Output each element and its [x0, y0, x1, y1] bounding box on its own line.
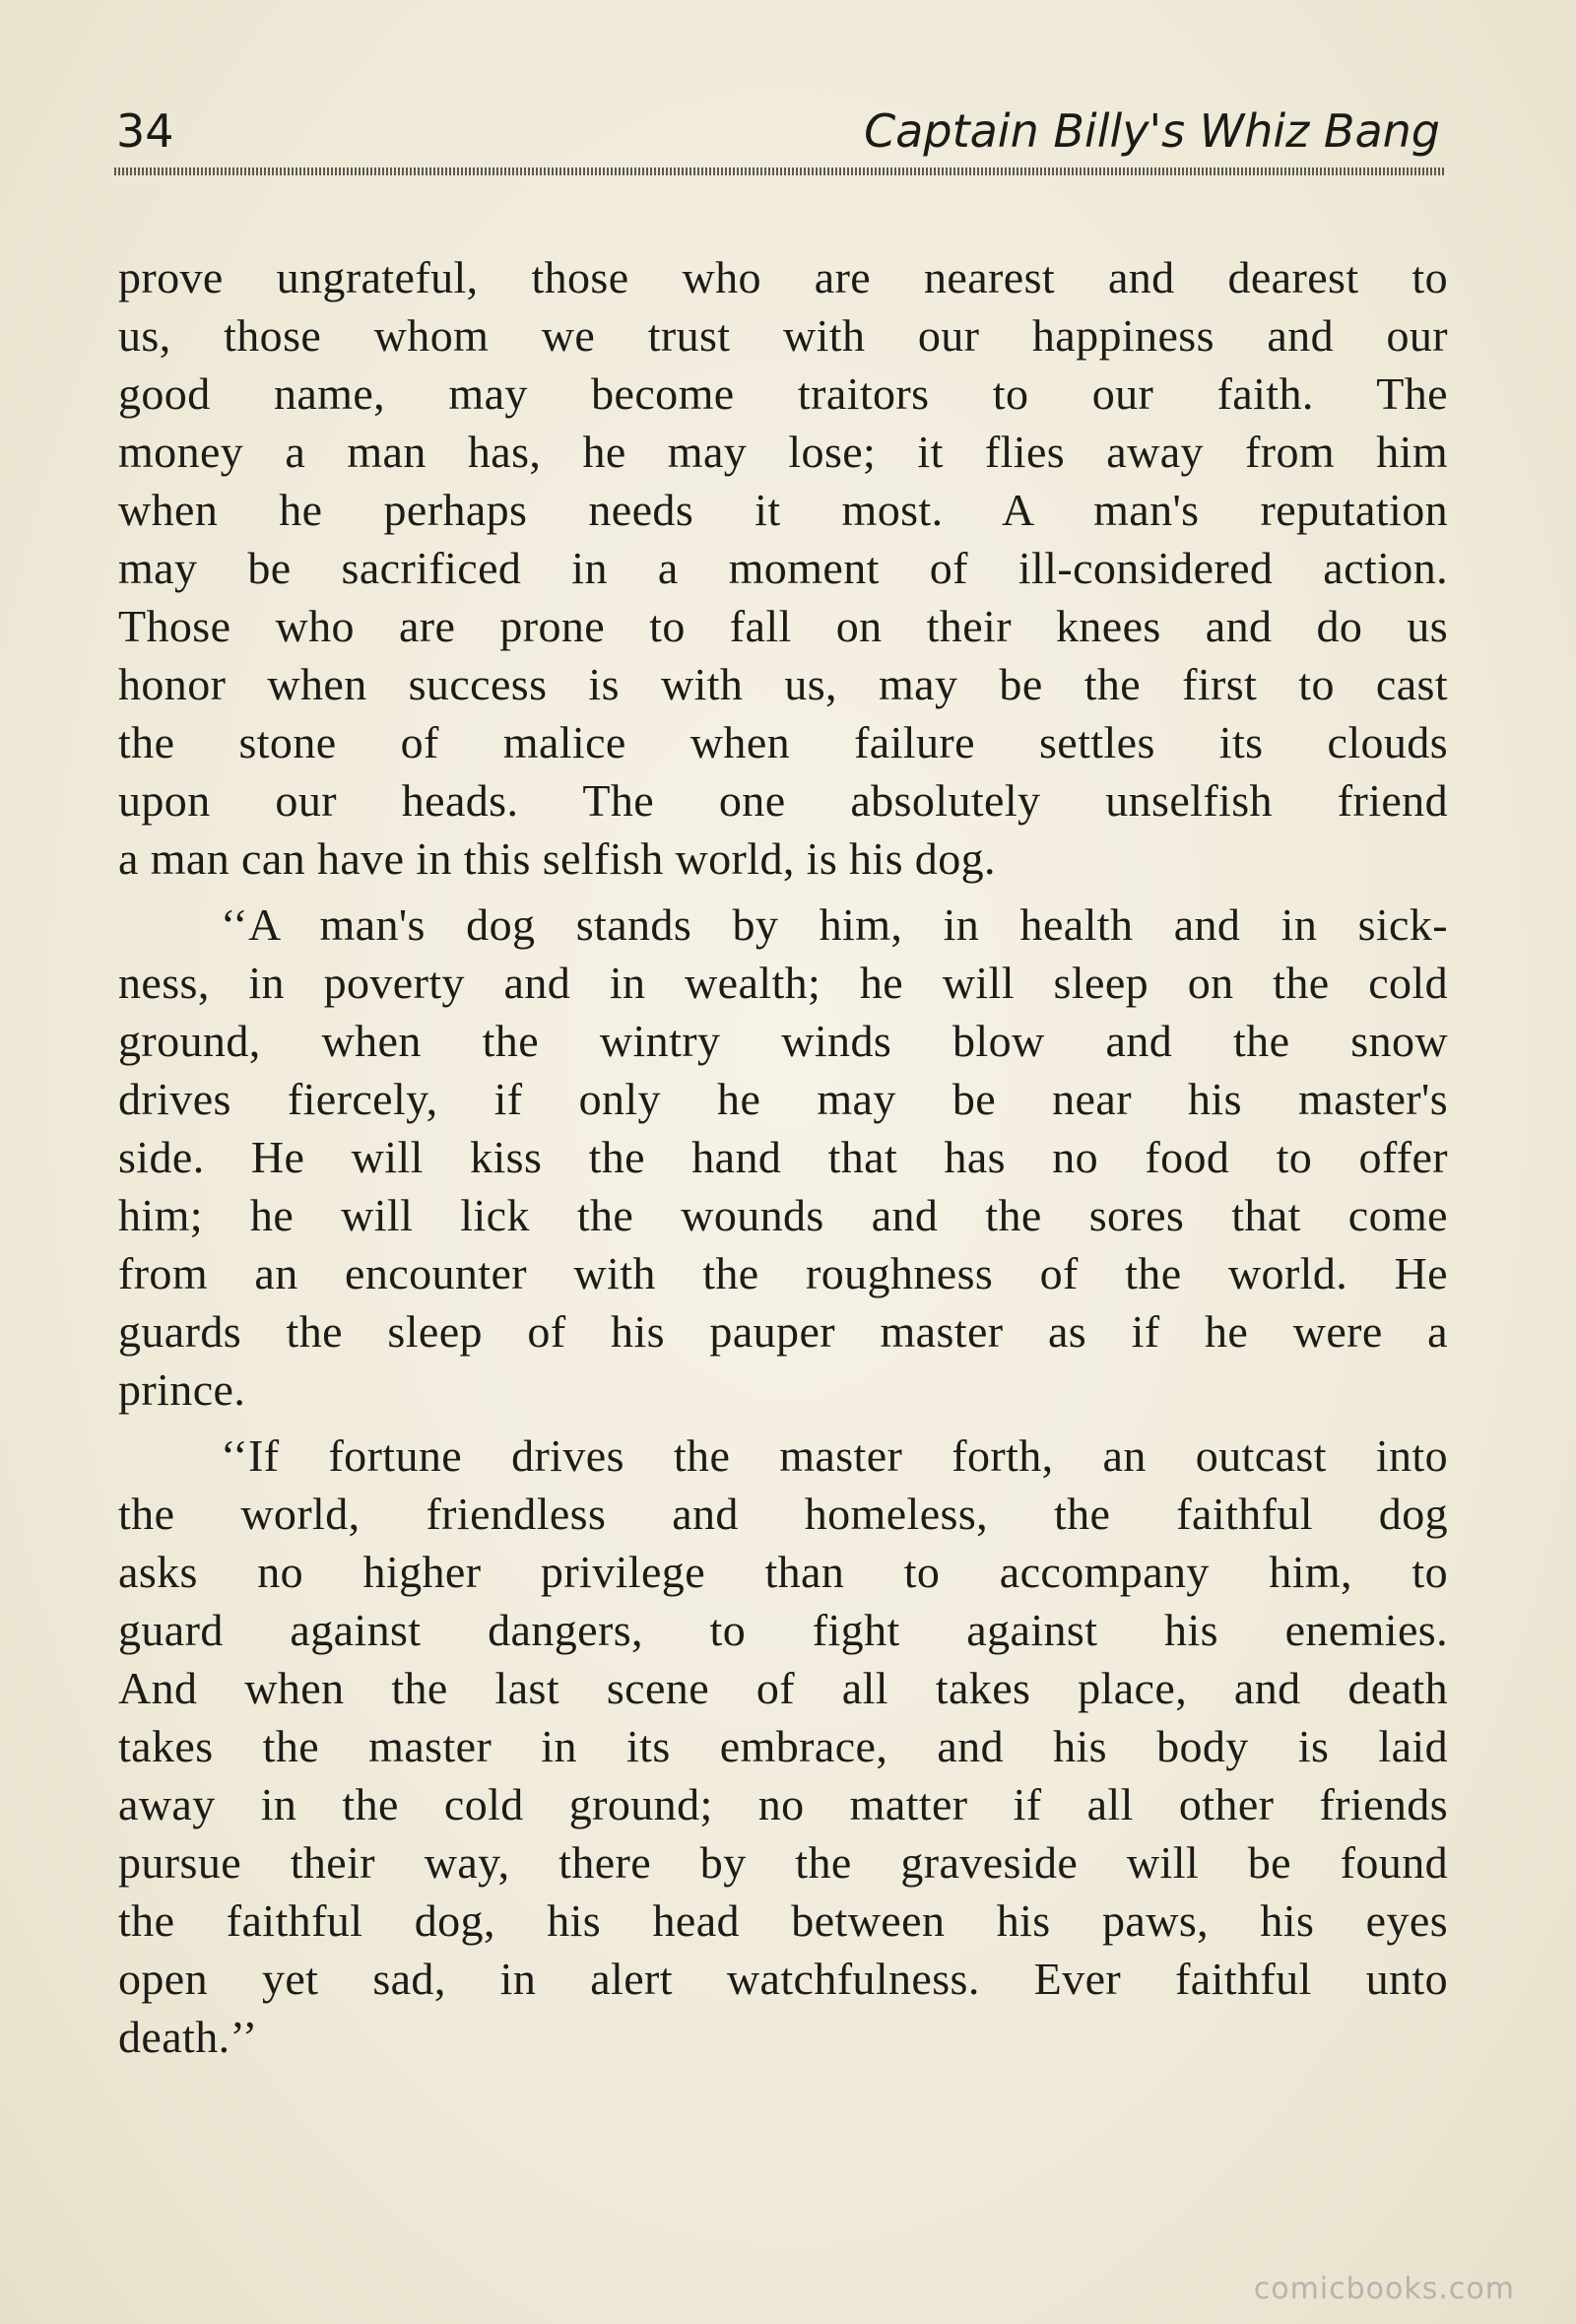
text-line: Those who are prone to fall on their knees and do us — [118, 601, 1448, 651]
page-header — [116, 99, 1446, 158]
text-line: And when the last scene of all takes place, and death — [118, 1663, 1448, 1713]
text-line: honor when success is with us, may be the first to cast — [118, 659, 1448, 709]
paragraph-1 — [118, 248, 1448, 888]
text-line: away in the cold ground; no matter if all other friends — [118, 1779, 1448, 1829]
paragraph-2 — [118, 896, 1448, 1419]
body-text — [118, 248, 1448, 2074]
page-number: 34 — [116, 104, 174, 158]
text-line: asks no higher privilege than to accompany him, to — [118, 1547, 1448, 1597]
text-line: the faithful dog, his head between his paws, his eyes — [118, 1895, 1448, 1946]
text-line: prince. — [118, 1364, 246, 1415]
text-line: drives fiercely, if only he may be near his master's — [118, 1074, 1448, 1124]
text-line: guard against dangers, to fight against his enemies. — [118, 1605, 1448, 1655]
text-line: prove ungrateful, those who are nearest and dearest to — [118, 252, 1448, 302]
text-line: takes the master in its embrace, and his body is laid — [118, 1721, 1448, 1771]
text-line: side. He will kiss the hand that has no food to offer — [118, 1132, 1448, 1182]
paragraph-3 — [118, 1427, 1448, 2066]
text-line: the stone of malice when failure settles its clouds — [118, 717, 1448, 767]
text-line: us, those whom we trust with our happiness and our — [118, 310, 1448, 361]
text-line: when he perhaps needs it most. A man's reputation — [118, 485, 1448, 535]
text-line: ‘‘A man's dog stands by him, in health and in sick- — [221, 899, 1448, 950]
text-line: pursue their way, there by the graveside will be found — [118, 1837, 1448, 1888]
text-line: upon our heads. The one absolutely unselfish friend — [118, 775, 1448, 826]
watermark: comicbooks.com — [1253, 2272, 1515, 2306]
text-line: from an encounter with the roughness of the world. He — [118, 1248, 1448, 1298]
text-line: ground, when the wintry winds blow and the snow — [118, 1016, 1448, 1066]
text-line: death.’’ — [118, 2012, 258, 2062]
text-line: him; he will lick the wounds and the sores that come — [118, 1190, 1448, 1240]
text-line: a man can have in this selfish world, is his dog. — [118, 833, 996, 884]
text-line: good name, may become traitors to our faith. The — [118, 368, 1448, 419]
text-line: may be sacrificed in a moment of ill-considered action. — [118, 543, 1448, 593]
text-line: guards the sleep of his pauper master as if he were a — [118, 1306, 1448, 1357]
text-line: the world, friendless and homeless, the faithful dog — [118, 1489, 1448, 1539]
running-title: Captain Billy's Whiz Bang — [864, 104, 1440, 158]
text-line: ness, in poverty and in wealth; he will sleep on the cold — [118, 958, 1448, 1008]
text-line: money a man has, he may lose; it flies away from him — [118, 427, 1448, 477]
text-line: open yet sad, in alert watchfulness. Ever faithful unto — [118, 1954, 1448, 2004]
header-rule — [114, 167, 1446, 175]
text-line: ‘‘If fortune drives the master forth, an outcast into — [221, 1430, 1448, 1481]
